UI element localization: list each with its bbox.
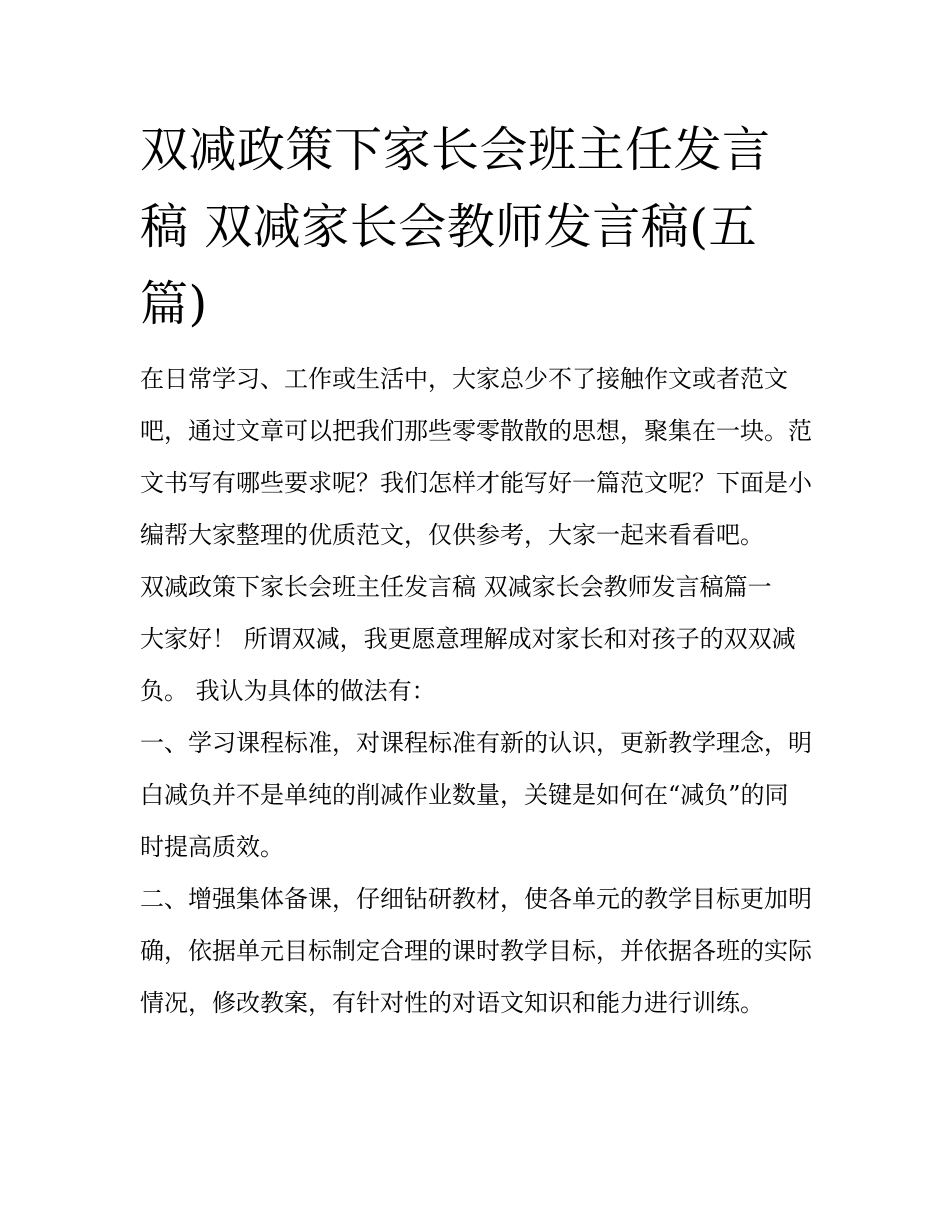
document-title: 双减政策下家长会班主任发言稿 双减家长会教师发言稿(五篇) xyxy=(140,122,771,332)
greeting-paragraph: 大家好！ 所谓双减，我更愿意理解成对家长和对孩子的双双减负。 我认为具体的做法有： xyxy=(140,625,796,705)
point-one-paragraph: 一、学习课程标准，对课程标准有新的认识，更新教学理念，明白减负并不是单纯的削减作业数量，关键是如何在“减负”的同时提高质效。 xyxy=(140,729,812,861)
title-block xyxy=(140,112,812,343)
document-page xyxy=(140,112,812,1029)
point-two-paragraph: 二、增强集体备课，仔细钻研教材，使各单元的教学目标更加明确，依据单元目标制定合理的课时教学目标，并依据各班的实际情况，修改教案，有针对性的对语文知识和能力进行训练。 xyxy=(140,885,812,1017)
section-heading: 双减政策下家长会班主任发言稿 双减家长会教师发言稿篇一 xyxy=(140,573,772,601)
intro-paragraph: 在日常学习、工作或生活中，大家总少不了接触作文或者范文吧，通过文章可以把我们那些零零散散的思想，聚集在一块。范文书写有哪些要求呢？我们怎样才能写好一篇范文呢？下面是小编帮大家整理的优质范文，仅供参考，大家一起来看看吧。 xyxy=(140,365,812,549)
